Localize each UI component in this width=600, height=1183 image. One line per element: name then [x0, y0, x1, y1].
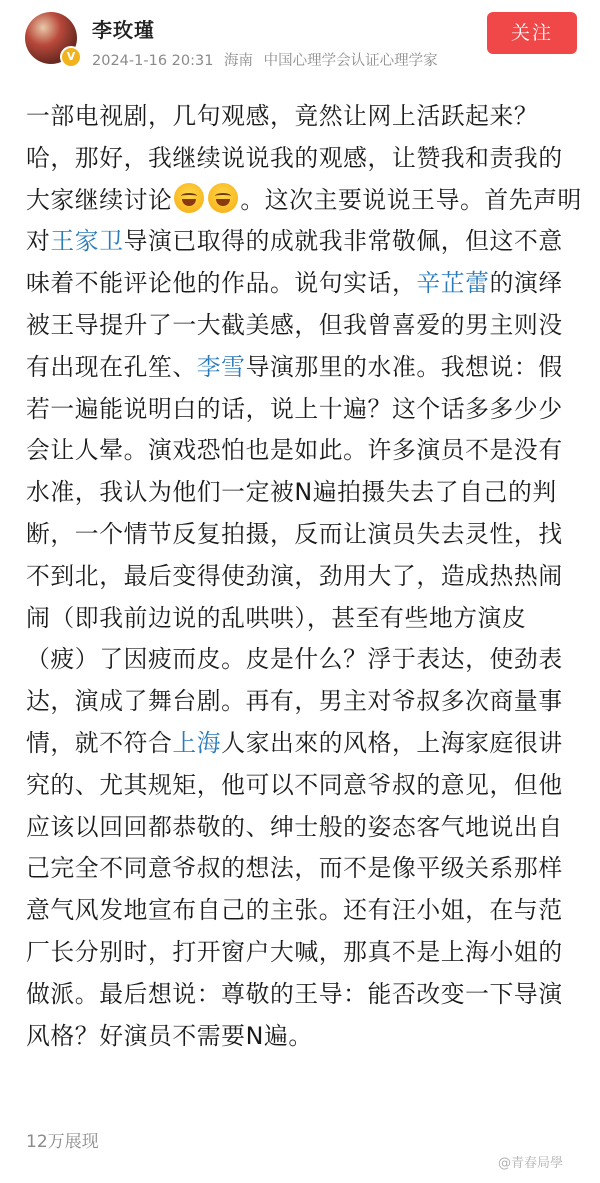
- mention-link[interactable]: 王家卫: [50, 227, 124, 256]
- mention-link[interactable]: 辛芷蕾: [416, 269, 490, 298]
- post-date: 2024-1-16 20:31: [92, 53, 214, 69]
- mention-link[interactable]: 李雪: [196, 352, 246, 381]
- post-text-segment: 一部电视剧，几句观感，竟然让网上活跃起来？哈，那好，我继续说说我的观感，让赞我和责我的大家继续讨论: [26, 102, 563, 214]
- post-text: [26, 96, 586, 1057]
- view-count: 12万展现: [26, 1132, 99, 1152]
- verification-label: 中国心理学会认证心理学家: [263, 53, 438, 69]
- post-text-segment: 的演绎被王导提升了一大截美感，但我曾喜爱的男主则没有出现在孔笙、: [26, 269, 563, 381]
- watermark: @青春局學: [498, 1156, 564, 1171]
- username[interactable]: 李玫瑾: [92, 18, 155, 42]
- mention-link[interactable]: 上海: [172, 728, 222, 757]
- post-text-segment: 导演已取得的成就我非常敬佩，但这不意味着不能评论他的作品。说句实话，: [26, 227, 563, 298]
- follow-button[interactable]: 关注: [487, 12, 577, 54]
- post-location: 海南: [224, 53, 254, 69]
- post-content: [26, 96, 586, 1057]
- grinning-sweat-icon: [174, 183, 204, 213]
- verified-badge-icon: V: [60, 46, 82, 68]
- grinning-sweat-icon: [208, 183, 238, 213]
- post-text-segment: 人家出來的风格，上海家庭很讲究的、尤其规矩，他可以不同意爷叔的意见，但他应该以回回都恭敬的、绅士般的姿态客气地说出自己完全不同意爷叔的想法，而不是像平级关系那样意气风发地宣布自己的主张。还有汪小姐，在与范厂长分别时，打开窗户大喊，那真不是上海小姐的做派。最后想说：尊敬的王导：能否改变一下导演风格？好演员不需要N遍。: [26, 728, 563, 1050]
- post-header: [0, 0, 600, 80]
- post-text-segment: 。这次主要说说王导。首先声明对: [26, 185, 582, 256]
- post-text-segment: 导演那里的水准。我想说：假若一遍能说明白的话，说上十遍？这个话多多少少会让人晕。演戏恐怕也是如此。许多演员不是没有水准，我认为他们一定被N遍拍摄失去了自己的判断，一个情节反复拍摄，反而让演员失去灵性，找不到北，最后变得使劲演，劲用大了，造成热热闹闹（即我前边说的乱哄哄），甚至有些地方演皮（疲）了因疲而皮。皮是什么？浮于表达，使劲表达，演成了舞台剧。再有，男主对爷叔多次商量事情，就不符合: [26, 352, 563, 757]
- post-meta: [92, 49, 444, 70]
